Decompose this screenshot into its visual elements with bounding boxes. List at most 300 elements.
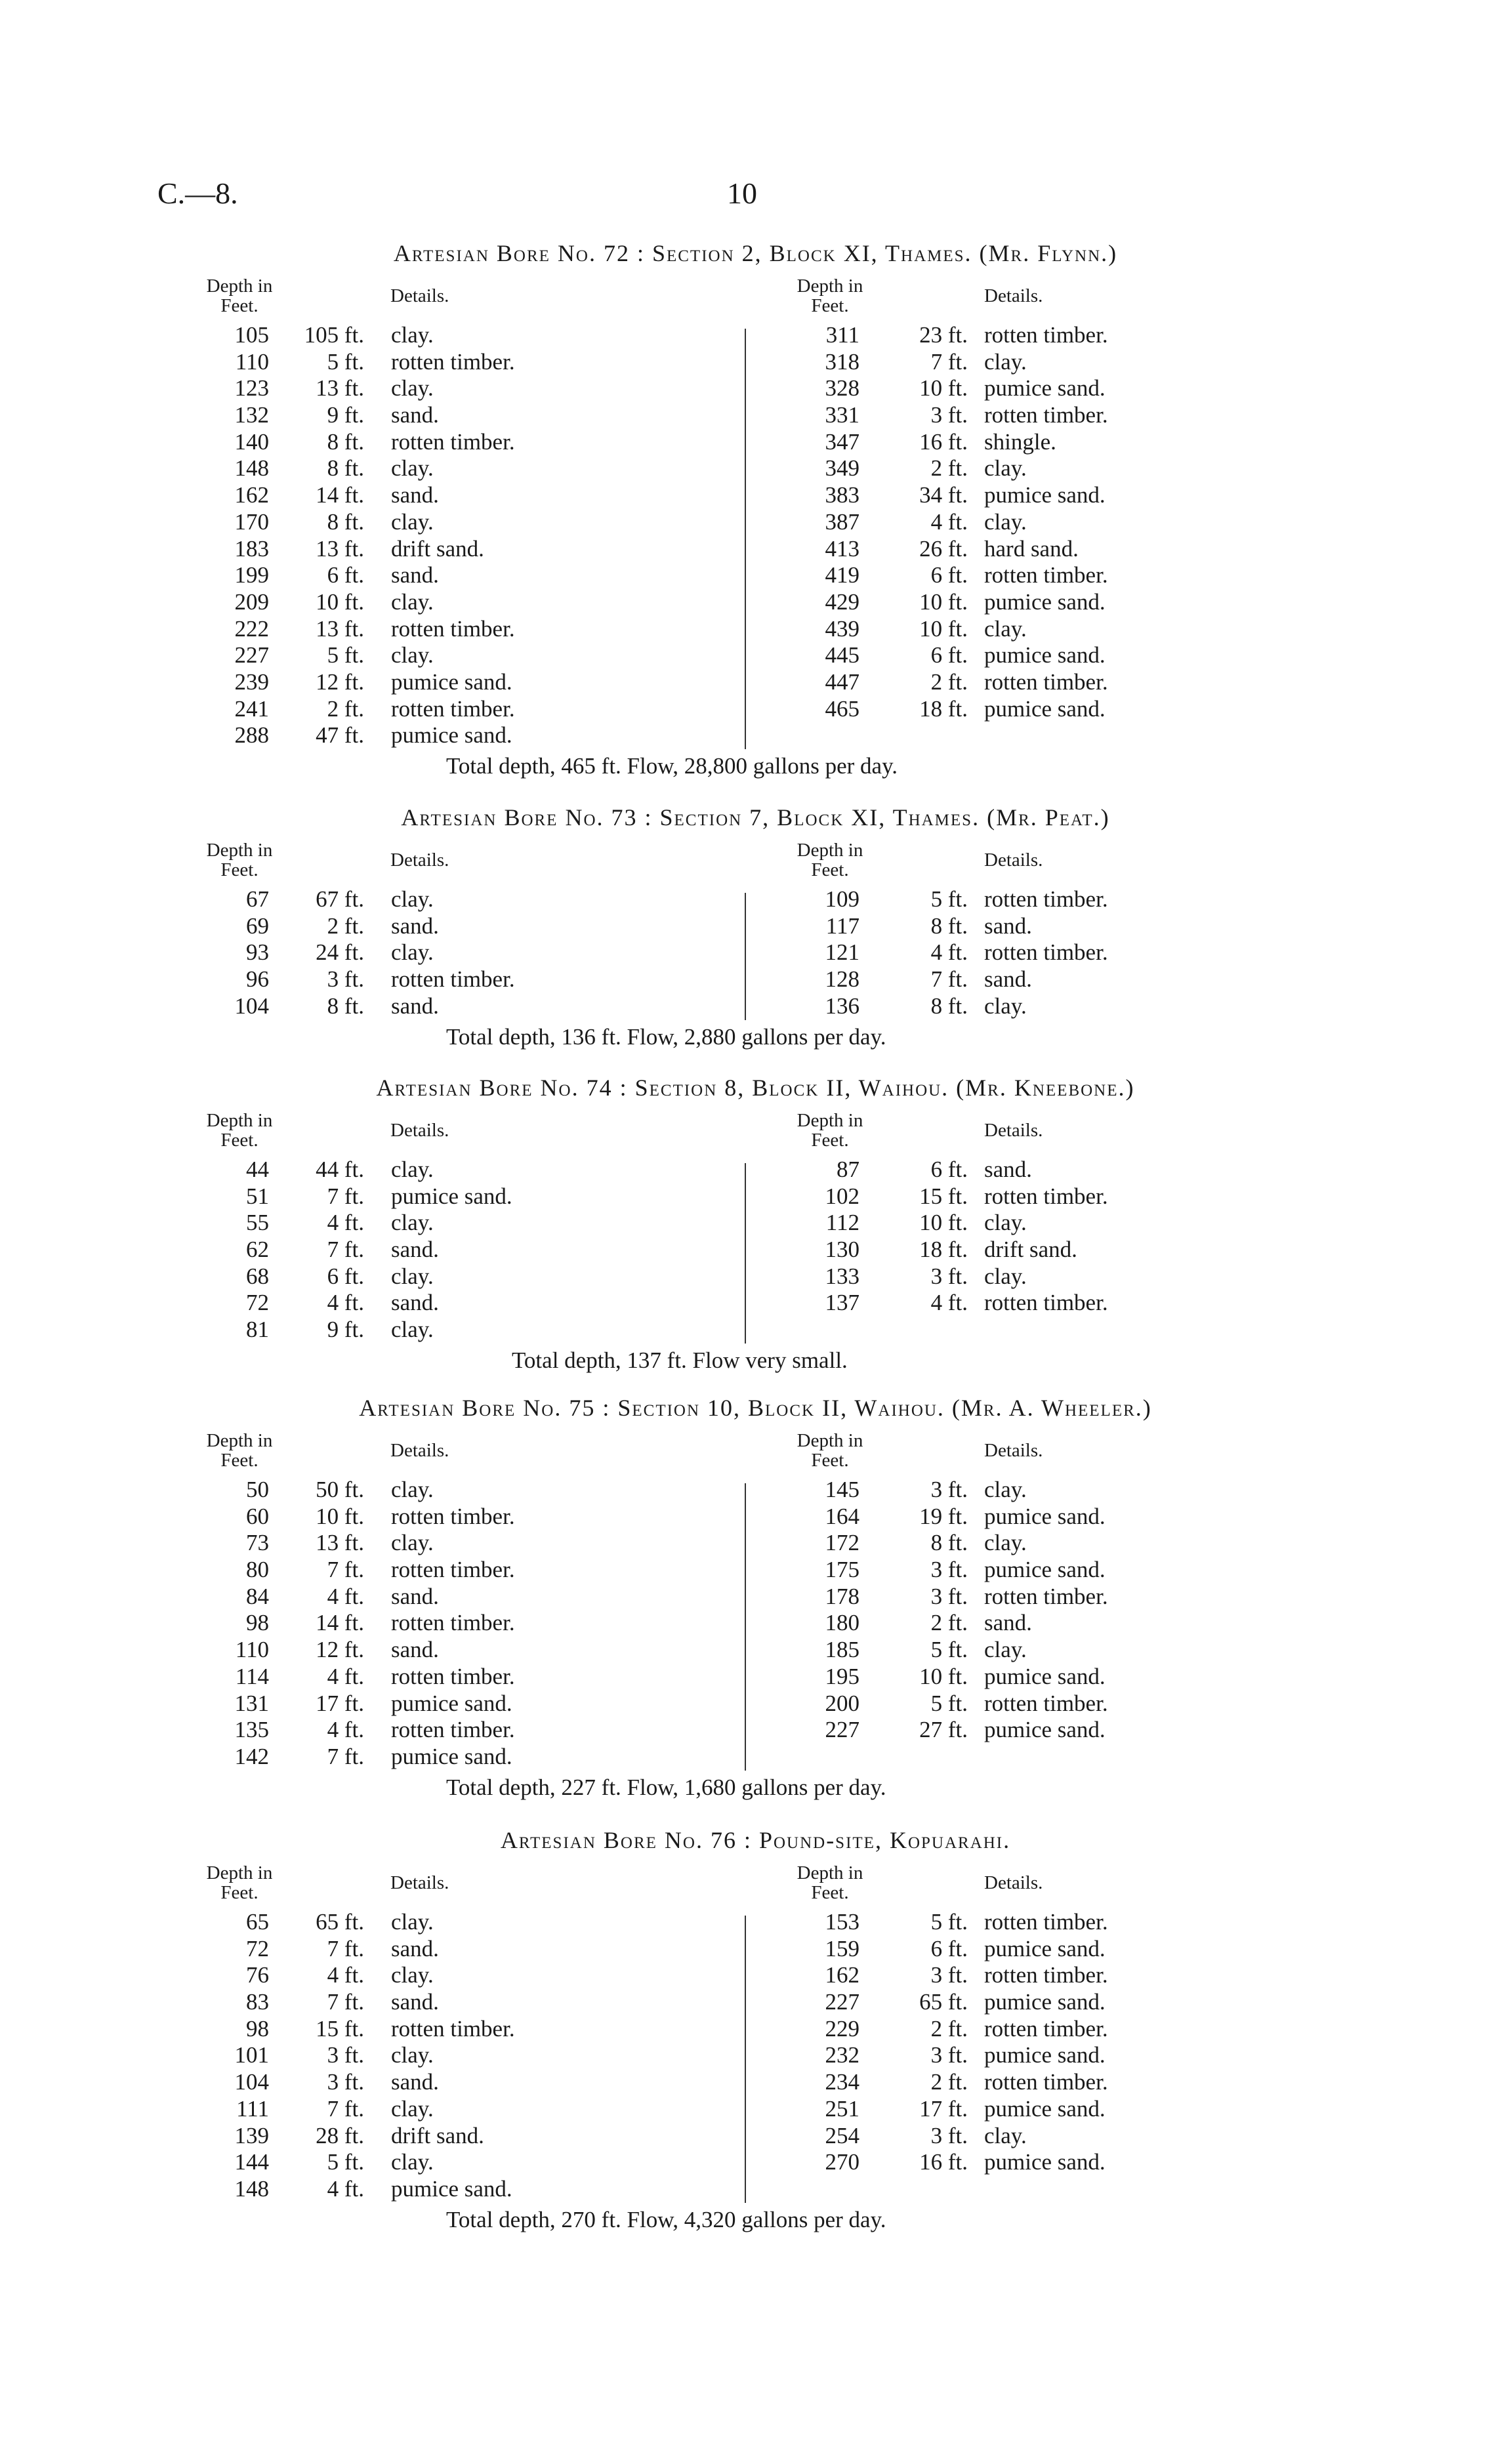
- material-cell: sand.: [984, 913, 1032, 939]
- depth-header-line: Feet.: [220, 1130, 259, 1151]
- material-cell: rotten timber.: [984, 1909, 1108, 1935]
- material-cell: clay.: [391, 455, 434, 482]
- material-cell: pumice sand.: [984, 695, 1106, 722]
- depth-cell: 172: [825, 1530, 859, 1556]
- material-cell: rotten timber.: [984, 939, 1108, 966]
- thickness-cell: 18 ft.: [919, 695, 968, 722]
- thickness-cell: 10 ft.: [316, 588, 364, 615]
- depth-header: [190, 1431, 289, 1470]
- depth-cell: 72: [246, 1290, 269, 1316]
- thickness-cell: 2 ft.: [930, 455, 968, 482]
- depth-header-line: Feet.: [811, 1882, 849, 1903]
- thickness-cell: 5 ft.: [327, 2149, 364, 2175]
- material-cell: clay.: [391, 2042, 434, 2068]
- thickness-cell: 18 ft.: [919, 1237, 968, 1263]
- material-cell: pumice sand.: [984, 1503, 1106, 1529]
- depth-header: [781, 1431, 879, 1470]
- depth-header-line: Feet.: [811, 1450, 849, 1471]
- depth-header: [190, 840, 289, 880]
- thickness-cell: 3 ft.: [930, 1557, 968, 1583]
- depth-cell: 104: [234, 993, 269, 1019]
- depth-header-line: Depth in: [797, 840, 863, 861]
- thickness-cell: 7 ft.: [327, 1237, 364, 1263]
- depth-header: [781, 840, 879, 880]
- depth-cell: 109: [825, 886, 859, 912]
- depth-cell: 80: [246, 1557, 269, 1583]
- bore-title: Artesian Bore No. 73 : Section 7, Block XI, Thames. (Mr. Peat.): [401, 804, 1110, 831]
- material-cell: drift sand.: [391, 535, 484, 562]
- depth-cell: 195: [825, 1663, 859, 1689]
- depth-cell: 98: [246, 1610, 269, 1636]
- material-cell: sand.: [391, 402, 439, 428]
- details-header: Details.: [390, 1120, 449, 1141]
- depth-cell: 114: [235, 1663, 269, 1689]
- depth-header: [781, 276, 879, 316]
- material-cell: sand.: [391, 1935, 439, 1961]
- material-cell: clay.: [984, 1637, 1027, 1663]
- material-cell: rotten timber.: [391, 1717, 515, 1743]
- bore-title: Artesian Bore No. 72 : Section 2, Block XI, Thames. (Mr. Flynn.): [393, 240, 1118, 266]
- thickness-cell: 3 ft.: [930, 402, 968, 428]
- depth-cell: 311: [825, 322, 859, 348]
- thickness-cell: 3 ft.: [930, 1962, 968, 1988]
- material-cell: clay.: [984, 1263, 1027, 1289]
- thickness-cell: 15 ft.: [316, 2015, 364, 2042]
- depth-cell: 251: [825, 2095, 859, 2122]
- material-cell: clay.: [984, 1477, 1027, 1502]
- material-cell: sand.: [391, 1237, 439, 1263]
- depth-cell: 98: [246, 2015, 269, 2042]
- depth-header-line: Depth in: [797, 1110, 863, 1131]
- material-cell: rotten timber.: [984, 402, 1108, 428]
- depth-cell: 229: [825, 2015, 859, 2042]
- depth-cell: 68: [246, 1263, 269, 1289]
- thickness-cell: 6 ft.: [930, 642, 968, 668]
- depth-cell: 101: [234, 2042, 269, 2068]
- thickness-cell: 8 ft.: [327, 428, 364, 455]
- depth-cell: 73: [246, 1530, 269, 1556]
- thickness-cell: 12 ft.: [316, 668, 364, 695]
- details-header: Details.: [390, 850, 449, 871]
- details-header: Details.: [984, 1440, 1043, 1461]
- depth-cell: 55: [246, 1210, 269, 1236]
- depth-cell: 447: [825, 668, 859, 695]
- material-cell: pumice sand.: [984, 1717, 1106, 1743]
- depth-cell: 81: [246, 1317, 269, 1343]
- depth-cell: 72: [246, 1935, 269, 1961]
- material-cell: drift sand.: [391, 2122, 484, 2148]
- depth-header-line: Feet.: [220, 1882, 259, 1903]
- column-divider: [745, 1163, 746, 1344]
- material-cell: pumice sand.: [984, 1557, 1106, 1583]
- thickness-cell: 4 ft.: [930, 508, 968, 535]
- material-cell: drift sand.: [984, 1237, 1077, 1263]
- material-cell: rotten timber.: [984, 1583, 1108, 1609]
- thickness-cell: 2 ft.: [327, 913, 364, 939]
- depth-cell: 383: [825, 482, 859, 508]
- thickness-cell: 7 ft.: [327, 1557, 364, 1583]
- material-cell: rotten timber.: [391, 1503, 515, 1529]
- material-cell: sand.: [391, 1583, 439, 1609]
- thickness-cell: 44 ft.: [316, 1157, 364, 1182]
- thickness-cell: 9 ft.: [327, 402, 364, 428]
- thickness-cell: 6 ft.: [930, 562, 968, 588]
- material-cell: sand.: [984, 966, 1032, 993]
- bore-total: Total depth, 137 ft. Flow very small.: [512, 1347, 848, 1373]
- thickness-cell: 6 ft.: [930, 1157, 968, 1182]
- material-cell: clay.: [391, 1157, 434, 1182]
- details-header: Details.: [984, 850, 1043, 871]
- material-cell: pumice sand.: [984, 1989, 1106, 2015]
- depth-cell: 128: [825, 966, 859, 993]
- material-cell: pumice sand.: [984, 1663, 1106, 1689]
- depth-cell: 121: [825, 939, 859, 966]
- depth-cell: 133: [825, 1263, 859, 1289]
- depth-cell: 44: [246, 1157, 269, 1182]
- depth-cell: 104: [234, 2069, 269, 2095]
- thickness-cell: 16 ft.: [919, 2149, 968, 2175]
- depth-cell: 112: [825, 1210, 859, 1236]
- depth-cell: 130: [825, 1237, 859, 1263]
- bore-total: Total depth, 227 ft. Flow, 1,680 gallons per day.: [446, 1774, 886, 1800]
- thickness-cell: 3 ft.: [327, 966, 364, 993]
- material-cell: clay.: [391, 1317, 434, 1343]
- depth-header-line: Feet.: [811, 1130, 849, 1151]
- material-cell: clay.: [984, 1210, 1027, 1236]
- material-cell: sand.: [391, 1290, 439, 1316]
- depth-cell: 234: [825, 2069, 859, 2095]
- depth-cell: 180: [825, 1610, 859, 1636]
- depth-cell: 67: [246, 886, 269, 912]
- thickness-cell: 3 ft.: [327, 2042, 364, 2068]
- thickness-cell: 4 ft.: [327, 1583, 364, 1609]
- depth-cell: 239: [234, 668, 269, 695]
- material-cell: rotten timber.: [984, 2069, 1108, 2095]
- depth-cell: 318: [825, 348, 859, 375]
- material-cell: clay.: [391, 2095, 434, 2122]
- thickness-cell: 27 ft.: [919, 1717, 968, 1743]
- depth-cell: 227: [825, 1717, 859, 1743]
- thickness-cell: 26 ft.: [919, 535, 968, 562]
- depth-cell: 140: [234, 428, 269, 455]
- thickness-cell: 5 ft.: [327, 348, 364, 375]
- material-cell: clay.: [984, 455, 1027, 482]
- thickness-cell: 4 ft.: [327, 1663, 364, 1689]
- thickness-cell: 3 ft.: [930, 1583, 968, 1609]
- page-code: C.—8.: [157, 176, 238, 210]
- material-cell: rotten timber.: [984, 1290, 1108, 1316]
- thickness-cell: 13 ft.: [316, 375, 364, 401]
- depth-cell: 153: [825, 1909, 859, 1935]
- material-cell: sand.: [984, 1157, 1032, 1182]
- depth-cell: 135: [234, 1717, 269, 1743]
- depth-cell: 200: [825, 1690, 859, 1716]
- depth-cell: 117: [825, 913, 859, 939]
- depth-header-line: Depth in: [206, 276, 273, 297]
- depth-cell: 465: [825, 695, 859, 722]
- depth-header-line: Depth in: [797, 1862, 863, 1883]
- thickness-cell: 8 ft.: [327, 508, 364, 535]
- thickness-cell: 12 ft.: [316, 1637, 364, 1663]
- depth-cell: 387: [825, 508, 859, 535]
- thickness-cell: 8 ft.: [327, 993, 364, 1019]
- thickness-cell: 16 ft.: [919, 428, 968, 455]
- column-divider: [745, 1483, 746, 1771]
- column-divider: [745, 1916, 746, 2203]
- depth-cell: 288: [234, 722, 269, 749]
- thickness-cell: 8 ft.: [327, 455, 364, 482]
- depth-header-line: Depth in: [206, 1110, 273, 1131]
- material-cell: clay.: [984, 1530, 1027, 1556]
- depth-cell: 164: [825, 1503, 859, 1529]
- material-cell: hard sand.: [984, 535, 1079, 562]
- depth-cell: 123: [234, 375, 269, 401]
- thickness-cell: 2 ft.: [930, 1610, 968, 1636]
- thickness-cell: 10 ft.: [919, 588, 968, 615]
- material-cell: clay.: [391, 1530, 434, 1556]
- page-number: 10: [727, 176, 757, 210]
- bore-title: Artesian Bore No. 74 : Section 8, Block II, Waihou. (Mr. Kneebone.): [376, 1075, 1135, 1101]
- details-header: Details.: [390, 1872, 449, 1893]
- material-cell: rotten timber.: [391, 695, 515, 722]
- details-header: Details.: [984, 1872, 1043, 1893]
- thickness-cell: 17 ft.: [316, 1690, 364, 1716]
- material-cell: pumice sand.: [984, 375, 1106, 401]
- thickness-cell: 10 ft.: [919, 615, 968, 642]
- bore-title: Artesian Bore No. 75 : Section 10, Block II, Waihou. (Mr. A. Wheeler.): [359, 1395, 1152, 1421]
- depth-header-line: Depth in: [206, 840, 273, 861]
- thickness-cell: 3 ft.: [930, 2122, 968, 2148]
- thickness-cell: 4 ft.: [327, 1962, 364, 1988]
- material-cell: sand.: [391, 562, 439, 588]
- material-cell: shingle.: [984, 428, 1056, 455]
- material-cell: clay.: [391, 588, 434, 615]
- thickness-cell: 15 ft.: [919, 1183, 968, 1209]
- material-cell: pumice sand.: [984, 482, 1106, 508]
- material-cell: sand.: [391, 2069, 439, 2095]
- depth-cell: 139: [234, 2122, 269, 2148]
- material-cell: pumice sand.: [984, 2095, 1106, 2122]
- thickness-cell: 65 ft.: [316, 1909, 364, 1935]
- material-cell: rotten timber.: [984, 1690, 1108, 1716]
- material-cell: clay.: [391, 1210, 434, 1236]
- depth-cell: 131: [234, 1690, 269, 1716]
- depth-cell: 84: [246, 1583, 269, 1609]
- depth-header: [190, 276, 289, 316]
- bore-total: Total depth, 270 ft. Flow, 4,320 gallons per day.: [446, 2206, 886, 2232]
- depth-cell: 445: [825, 642, 859, 668]
- thickness-cell: 7 ft.: [327, 1183, 364, 1209]
- material-cell: pumice sand.: [984, 1935, 1106, 1961]
- thickness-cell: 65 ft.: [919, 1989, 968, 2015]
- thickness-cell: 13 ft.: [316, 1530, 364, 1556]
- depth-header-line: Depth in: [797, 1430, 863, 1451]
- depth-cell: 227: [825, 1989, 859, 2015]
- depth-cell: 162: [234, 482, 269, 508]
- material-cell: rotten timber.: [984, 562, 1108, 588]
- thickness-cell: 2 ft.: [930, 2015, 968, 2042]
- thickness-cell: 4 ft.: [327, 1210, 364, 1236]
- depth-cell: 137: [825, 1290, 859, 1316]
- material-cell: rotten timber.: [984, 1183, 1108, 1209]
- material-cell: rotten timber.: [391, 1557, 515, 1583]
- depth-header: [781, 1863, 879, 1902]
- thickness-cell: 14 ft.: [316, 1610, 364, 1636]
- material-cell: clay.: [984, 348, 1027, 375]
- thickness-cell: 5 ft.: [930, 1909, 968, 1935]
- material-cell: rotten timber.: [391, 428, 515, 455]
- material-cell: clay.: [984, 2122, 1027, 2148]
- thickness-cell: 23 ft.: [919, 322, 968, 348]
- depth-cell: 159: [825, 1935, 859, 1961]
- thickness-cell: 10 ft.: [919, 375, 968, 401]
- thickness-cell: 7 ft.: [327, 1743, 364, 1769]
- depth-cell: 429: [825, 588, 859, 615]
- depth-cell: 347: [825, 428, 859, 455]
- material-cell: clay.: [391, 1909, 434, 1935]
- column-divider: [745, 329, 746, 749]
- thickness-cell: 47 ft.: [316, 722, 364, 749]
- thickness-cell: 24 ft.: [316, 939, 364, 966]
- thickness-cell: 28 ft.: [316, 2122, 364, 2148]
- depth-header: [781, 1111, 879, 1150]
- material-cell: clay.: [391, 642, 434, 668]
- depth-cell: 76: [246, 1962, 269, 1988]
- material-cell: clay.: [984, 508, 1027, 535]
- depth-cell: 209: [234, 588, 269, 615]
- depth-cell: 349: [825, 455, 859, 482]
- thickness-cell: 4 ft.: [930, 939, 968, 966]
- depth-cell: 241: [234, 695, 269, 722]
- depth-cell: 185: [825, 1637, 859, 1663]
- material-cell: rotten timber.: [984, 1962, 1108, 1988]
- depth-cell: 93: [246, 939, 269, 966]
- thickness-cell: 7 ft.: [327, 1935, 364, 1961]
- thickness-cell: 2 ft.: [327, 695, 364, 722]
- material-cell: rotten timber.: [984, 668, 1108, 695]
- material-cell: sand.: [391, 1637, 439, 1663]
- details-header: Details.: [390, 285, 449, 306]
- material-cell: sand.: [391, 913, 439, 939]
- material-cell: sand.: [391, 1989, 439, 2015]
- depth-cell: 83: [246, 1989, 269, 2015]
- depth-header-line: Feet.: [811, 295, 849, 316]
- thickness-cell: 8 ft.: [930, 1530, 968, 1556]
- material-cell: pumice sand.: [391, 1690, 512, 1716]
- depth-cell: 60: [246, 1503, 269, 1529]
- thickness-cell: 14 ft.: [316, 482, 364, 508]
- depth-cell: 232: [825, 2042, 859, 2068]
- thickness-cell: 4 ft.: [327, 1717, 364, 1743]
- depth-header-line: Feet.: [220, 859, 259, 880]
- depth-cell: 105: [234, 322, 269, 348]
- thickness-cell: 6 ft.: [327, 562, 364, 588]
- thickness-cell: 3 ft.: [327, 2069, 364, 2095]
- material-cell: rotten timber.: [391, 966, 515, 993]
- thickness-cell: 6 ft.: [327, 1263, 364, 1289]
- depth-cell: 175: [825, 1557, 859, 1583]
- material-cell: pumice sand.: [391, 1743, 512, 1769]
- depth-header-line: Depth in: [797, 276, 863, 297]
- depth-cell: 96: [246, 966, 269, 993]
- depth-cell: 148: [234, 455, 269, 482]
- thickness-cell: 2 ft.: [930, 668, 968, 695]
- depth-cell: 331: [825, 402, 859, 428]
- depth-header-line: Depth in: [206, 1862, 273, 1883]
- depth-cell: 162: [825, 1962, 859, 1988]
- depth-cell: 183: [234, 535, 269, 562]
- depth-cell: 148: [234, 2175, 269, 2202]
- thickness-cell: 7 ft.: [930, 966, 968, 993]
- depth-cell: 62: [246, 1237, 269, 1263]
- depth-cell: 439: [825, 615, 859, 642]
- depth-cell: 50: [246, 1477, 269, 1502]
- depth-header-line: Feet.: [220, 1450, 259, 1471]
- thickness-cell: 5 ft.: [930, 1637, 968, 1663]
- depth-cell: 111: [236, 2095, 269, 2122]
- depth-cell: 178: [825, 1583, 859, 1609]
- material-cell: clay.: [391, 1263, 434, 1289]
- material-cell: clay.: [391, 1477, 434, 1502]
- depth-cell: 51: [246, 1183, 269, 1209]
- material-cell: rotten timber.: [391, 348, 515, 375]
- depth-cell: 132: [234, 402, 269, 428]
- thickness-cell: 9 ft.: [327, 1317, 364, 1343]
- depth-header-line: Feet.: [811, 859, 849, 880]
- thickness-cell: 7 ft.: [327, 2095, 364, 2122]
- depth-cell: 110: [235, 1637, 269, 1663]
- thickness-cell: 3 ft.: [930, 1263, 968, 1289]
- depth-cell: 144: [234, 2149, 269, 2175]
- thickness-cell: 105 ft.: [304, 322, 364, 348]
- material-cell: clay.: [391, 939, 434, 966]
- thickness-cell: 6 ft.: [930, 1935, 968, 1961]
- depth-cell: 102: [825, 1183, 859, 1209]
- details-header: Details.: [390, 1440, 449, 1461]
- depth-cell: 270: [825, 2149, 859, 2175]
- material-cell: rotten timber.: [984, 886, 1108, 912]
- details-header: Details.: [984, 285, 1043, 306]
- material-cell: clay.: [391, 322, 434, 348]
- thickness-cell: 7 ft.: [327, 1989, 364, 2015]
- material-cell: clay.: [391, 886, 434, 912]
- thickness-cell: 10 ft.: [919, 1210, 968, 1236]
- depth-cell: 69: [246, 913, 269, 939]
- material-cell: clay.: [984, 993, 1027, 1019]
- bore-title: Artesian Bore No. 76 : Pound-site, Kopuarahi.: [500, 1827, 1011, 1853]
- depth-cell: 199: [234, 562, 269, 588]
- thickness-cell: 67 ft.: [316, 886, 364, 912]
- material-cell: rotten timber.: [391, 1610, 515, 1636]
- material-cell: pumice sand.: [984, 588, 1106, 615]
- material-cell: rotten timber.: [391, 2015, 515, 2042]
- depth-cell: 87: [837, 1157, 859, 1182]
- depth-cell: 142: [234, 1743, 269, 1769]
- thickness-cell: 5 ft.: [930, 1690, 968, 1716]
- material-cell: clay.: [391, 2149, 434, 2175]
- thickness-cell: 4 ft.: [327, 2175, 364, 2202]
- material-cell: clay.: [391, 375, 434, 401]
- thickness-cell: 8 ft.: [930, 993, 968, 1019]
- thickness-cell: 2 ft.: [930, 2069, 968, 2095]
- material-cell: rotten timber.: [984, 322, 1108, 348]
- thickness-cell: 5 ft.: [930, 886, 968, 912]
- material-cell: rotten timber.: [391, 1663, 515, 1689]
- material-cell: sand.: [391, 482, 439, 508]
- thickness-cell: 8 ft.: [930, 913, 968, 939]
- thickness-cell: 34 ft.: [919, 482, 968, 508]
- material-cell: pumice sand.: [984, 2042, 1106, 2068]
